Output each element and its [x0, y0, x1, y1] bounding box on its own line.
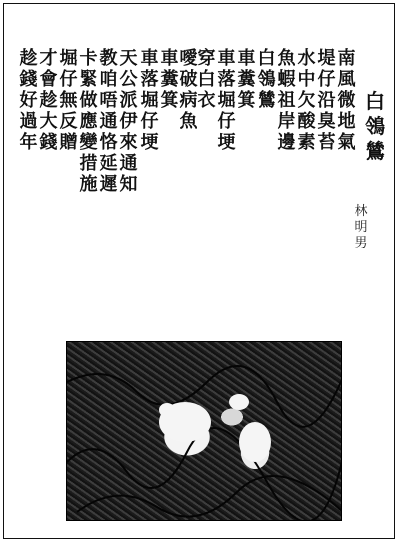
poem-column: 噯 破 病 魚 — [179, 48, 198, 132]
poem-column: 堤 仔 沿 臭 苔 — [317, 48, 336, 153]
photo-foliage-overlay — [67, 342, 342, 521]
poem-column: 車 落 堀 仔 埂 — [217, 48, 236, 153]
poem-column: 穿 白 衣 — [197, 48, 216, 111]
poem-column: 車 糞 箕 — [237, 48, 256, 111]
poem-column: 車 落 堀 仔 埂 — [140, 48, 159, 153]
poem-column: 趁 錢 好 過 年 — [19, 48, 38, 153]
poem-author: 林 明 男 — [354, 204, 368, 251]
poem-column: 才 會 趁 大 錢 — [39, 48, 58, 153]
poem-column: 南 風 微 地 氣 — [337, 48, 356, 153]
poem-column: 車 糞 箕 — [160, 48, 179, 111]
egret-photo — [66, 341, 342, 521]
poem-column: 卡 緊 做 應 變 措 施 — [79, 48, 98, 195]
poem-column: 魚 蝦 祖 岸 邊 — [277, 48, 296, 153]
poem-column: 教 咱 唔 通 恪 延 遲 — [99, 48, 118, 195]
poem-column: 堀 仔 無 反 贈 — [59, 48, 78, 153]
poem-column: 水 中 欠 酸 素 — [297, 48, 316, 153]
poem-title: 白 鴒 鷥 — [365, 89, 385, 163]
poem-column: 白 鴒 鷥 — [257, 48, 276, 111]
document-page — [3, 3, 395, 539]
poem-column: 天 公 派 伊 來 通 知 — [119, 48, 138, 195]
